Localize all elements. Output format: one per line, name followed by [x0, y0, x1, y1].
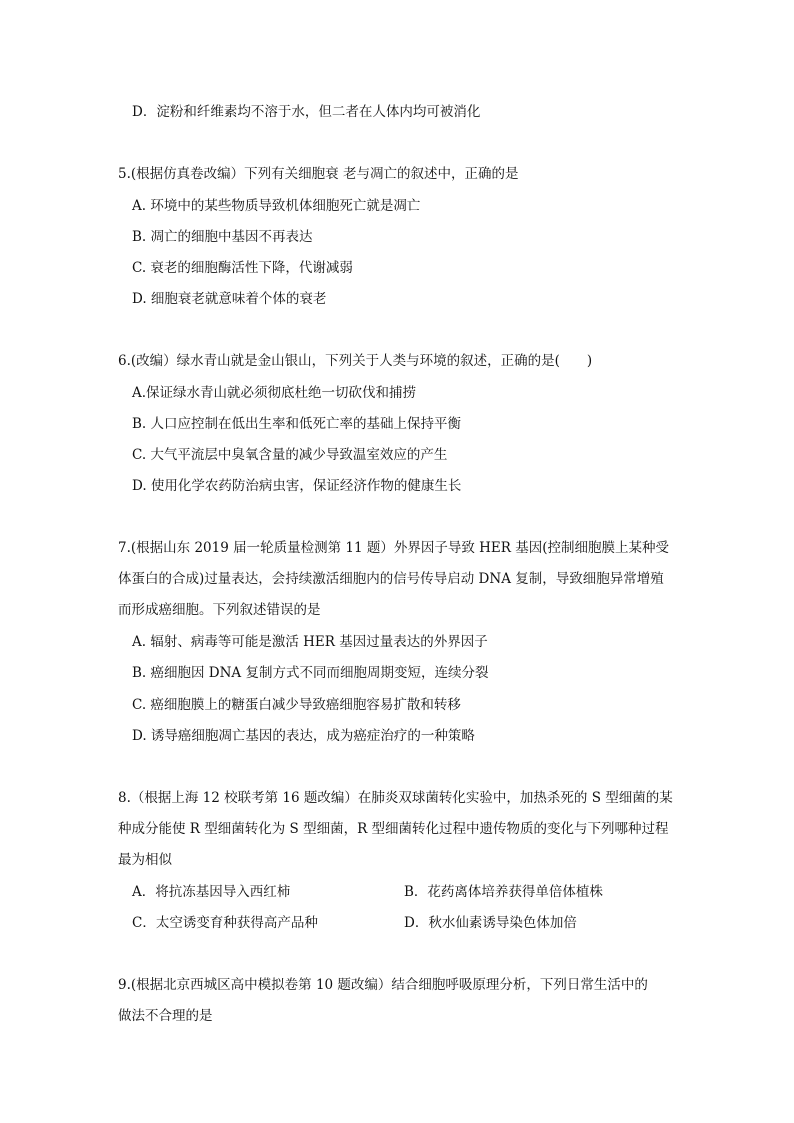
question-9-stem-line-2: 做法不合理的是 — [118, 1008, 213, 1024]
question-7-option-b: B. 癌细胞因 DNA 复制方式不同而细胞周期变短，连续分裂 — [132, 665, 489, 681]
question-9-stem-line-1: 9.(根据北京西城区高中模拟卷第 10 题改编）结合细胞呼吸原理分析，下列日常生活中的 — [118, 977, 648, 993]
question-7-option-a: A. 辐射、病毒等可能是激活 HER 基因过量表达的外界因子 — [132, 634, 488, 650]
question-8-option-c: C．太空诱变育种获得高产品种 — [132, 915, 318, 931]
question-6-stem: 6.(改编）绿水青山就是金山银山，下列关于人类与环境的叙述，正确的是( ) — [118, 353, 593, 369]
question-6-option-d: D. 使用化学农药防治病虫害，保证经济作物的健康生长 — [132, 478, 462, 494]
question-8-stem-line-1: 8.（根据上海 12 校联考第 16 题改编）在肺炎双球菌转化实验中，加热杀死的 S 型细菌的某 — [118, 790, 673, 806]
question-8-stem-line-2: 种成分能使 R 型细菌转化为 S 型细菌，R 型细菌转化过程中遗传物质的变化与下列哪种过程 — [118, 821, 669, 837]
question-6-option-c: C. 大气平流层中臭氧含量的减少导致温室效应的产生 — [132, 447, 448, 463]
question-8-stem-line-3: 最为相似 — [118, 852, 172, 868]
question-5-option-b: B. 凋亡的细胞中基因不再表达 — [132, 229, 313, 245]
question-7-stem-line-1: 7.(根据山东 2019 届一轮质量检测第 11 题）外界因子导致 HER 基因(控制细胞膜上某种受 — [118, 540, 669, 556]
question-6-option-b: B. 人口应控制在低出生率和低死亡率的基础上保持平衡 — [132, 416, 462, 432]
question-7-option-c: C. 癌细胞膜上的糖蛋白减少导致癌细胞容易扩散和转移 — [132, 697, 461, 713]
question-5-option-a: A. 环境中的某些物质导致机体细胞死亡就是凋亡 — [132, 198, 421, 214]
question-5-option-d: D. 细胞衰老就意味着个体的衰老 — [132, 291, 327, 307]
question-7-option-d: D. 诱导癌细胞凋亡基因的表达，成为癌症治疗的一种策略 — [132, 728, 475, 744]
question-5-option-c: C. 衰老的细胞酶活性下降，代谢减弱 — [132, 260, 353, 276]
prev-question-option-d: D．淀粉和纤维素均不溶于水，但二者在人体内均可被消化 — [132, 104, 481, 120]
question-5-stem: 5.(根据仿真卷改编）下列有关细胞衰 老与凋亡的叙述中，正确的是 — [118, 166, 519, 182]
question-7-stem-line-2: 体蛋白的合成)过量表达，会持续激活细胞内的信号传导启动 DNA 复制，导致细胞异常增殖 — [118, 571, 664, 587]
question-8-option-d: D．秋水仙素诱导染色体加倍 — [404, 915, 577, 931]
question-6-option-a: A.保证绿水青山就必须彻底杜绝一切砍伐和捕捞 — [132, 385, 417, 401]
question-8-option-a: A．将抗冻基因导入西红柿 — [132, 884, 291, 900]
question-8-option-b: B．花药离体培养获得单倍体植株 — [404, 884, 603, 900]
question-7-stem-line-3: 而形成癌细胞。下列叙述错误的是 — [118, 602, 321, 618]
